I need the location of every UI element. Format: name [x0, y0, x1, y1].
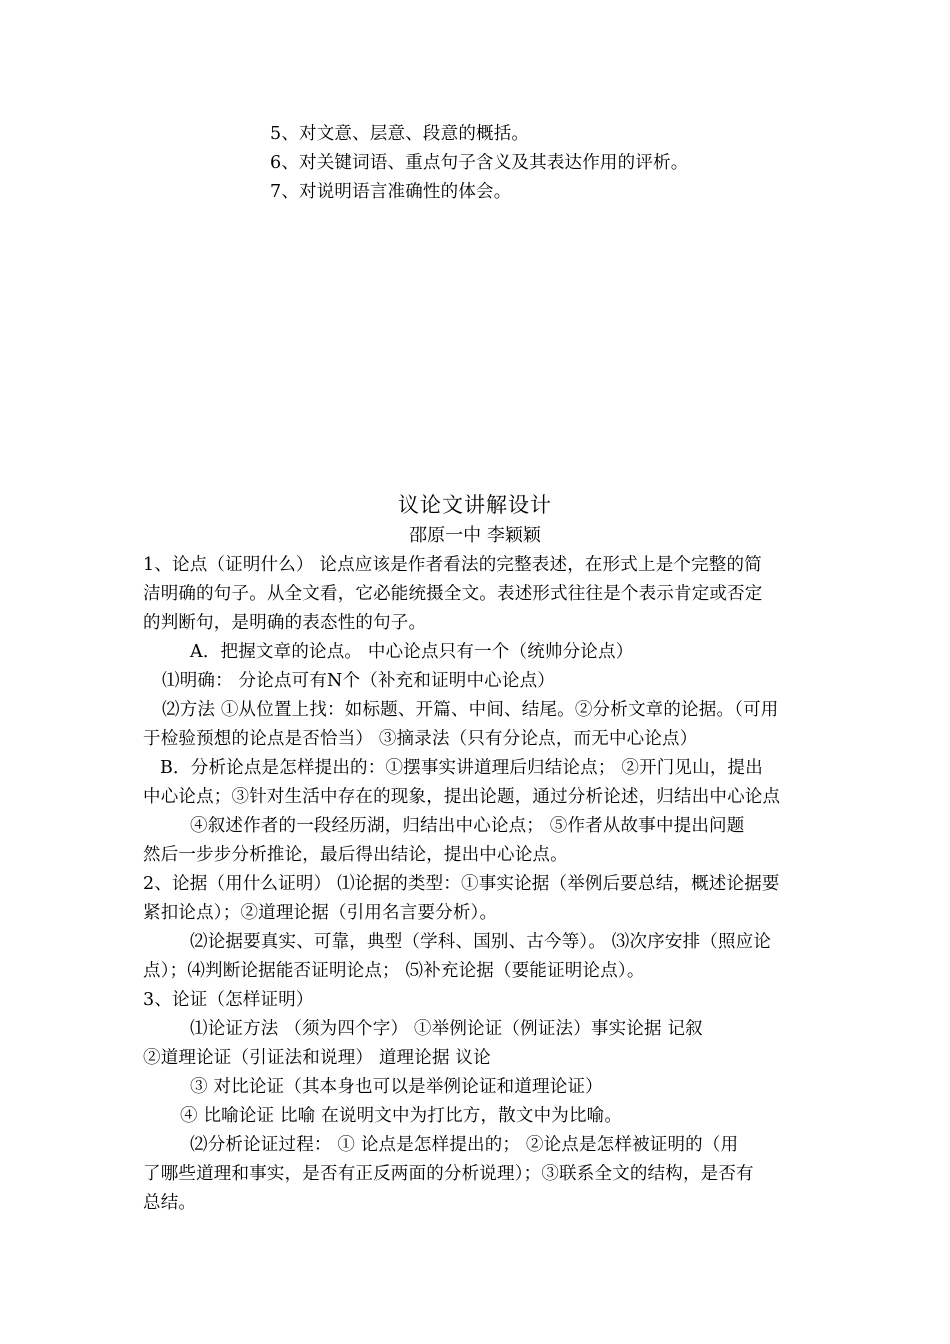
paragraph-line: 总结。 [143, 1193, 197, 1213]
paragraph-line: 中心论点；③针对生活中存在的现象，提出论题，通过分析论述，归结出中心论点 [143, 787, 781, 807]
paragraph-line: 紧扣论点）；②道理论据（引用名言要分析）。 [143, 903, 498, 923]
paragraph-line: 点）；⑷判断论据能否证明论点； ⑸补充论据（要能证明论点）。 [143, 961, 645, 981]
paragraph-line: 了哪些道理和事实，是否有正反两面的分析说理）；③联系全文的结构，是否有 [143, 1164, 754, 1184]
paragraph-line: B．分析论点是怎样提出的：①摆事实讲道理后归结论点； ②开门见山，提出 [160, 758, 763, 778]
paragraph-line: 于检验预想的论点是否恰当） ③摘录法（只有分论点，而无中心论点） [143, 729, 698, 749]
list-item: 7、对说明语言准确性的体会。 [270, 182, 512, 202]
paragraph-line: A．把握文章的论点。 中心论点只有一个（统帅分论点） [190, 642, 634, 662]
paragraph-line: 1、论点（证明什么） 论点应该是作者看法的完整表述，在形式上是个完整的简 [143, 555, 762, 575]
paragraph-line: 洁明确的句子。从全文看，它必能统摄全文。表述形式往往是个表示肯定或否定 [143, 584, 763, 604]
paragraph-line: ⑵方法 ①从位置上找：如标题、开篇、中间、结尾。②分析文章的论据。（可用 [162, 700, 779, 720]
page-title: 议论文讲解设计 [398, 493, 552, 517]
paragraph-line: 3、论证（怎样证明） [143, 990, 314, 1010]
list-item: 6、对关键词语、重点句子含义及其表达作用的评析。 [270, 153, 689, 173]
paragraph-line: ⑴明确： 分论点可有N个（补充和证明中心论点） [162, 671, 555, 691]
paragraph-line: 的判断句，是明确的表态性的句子。 [143, 613, 427, 633]
paragraph-line: ⑵分析论证过程： ① 论点是怎样提出的； ②论点是怎样被证明的（用 [190, 1135, 739, 1155]
list-item: 5、对文意、层意、段意的概括。 [270, 124, 530, 144]
paragraph-line: 2、论据（用什么证明） ⑴论据的类型：①事实论据（举例后要总结，概述论据要 [143, 874, 780, 894]
author-line: 邵原一中 李颖颖 [409, 525, 541, 546]
paragraph-line: ③ 对比论证（其本身也可以是举例论证和道理论证） [190, 1077, 603, 1097]
paragraph-line: ⑴论证方法 （须为四个字） ①举例论证（例证法）事实论据 记叙 [190, 1019, 703, 1039]
paragraph-line: ④ 比喻论证 比喻 在说明文中为打比方，散文中为比喻。 [180, 1106, 623, 1126]
paragraph-line: ④叙述作者的一段经历湖，归结出中心论点； ⑤作者从故事中提出问题 [190, 816, 745, 836]
paragraph-line: ②道理论证（引证法和说理） 道理论据 议论 [143, 1048, 491, 1068]
paragraph-line: 然后一步步分析推论，最后得出结论，提出中心论点。 [143, 845, 568, 865]
paragraph-line: ⑵论据要真实、可靠，典型（学科、国别、古今等）。 ⑶次序安排（照应论 [190, 932, 772, 952]
